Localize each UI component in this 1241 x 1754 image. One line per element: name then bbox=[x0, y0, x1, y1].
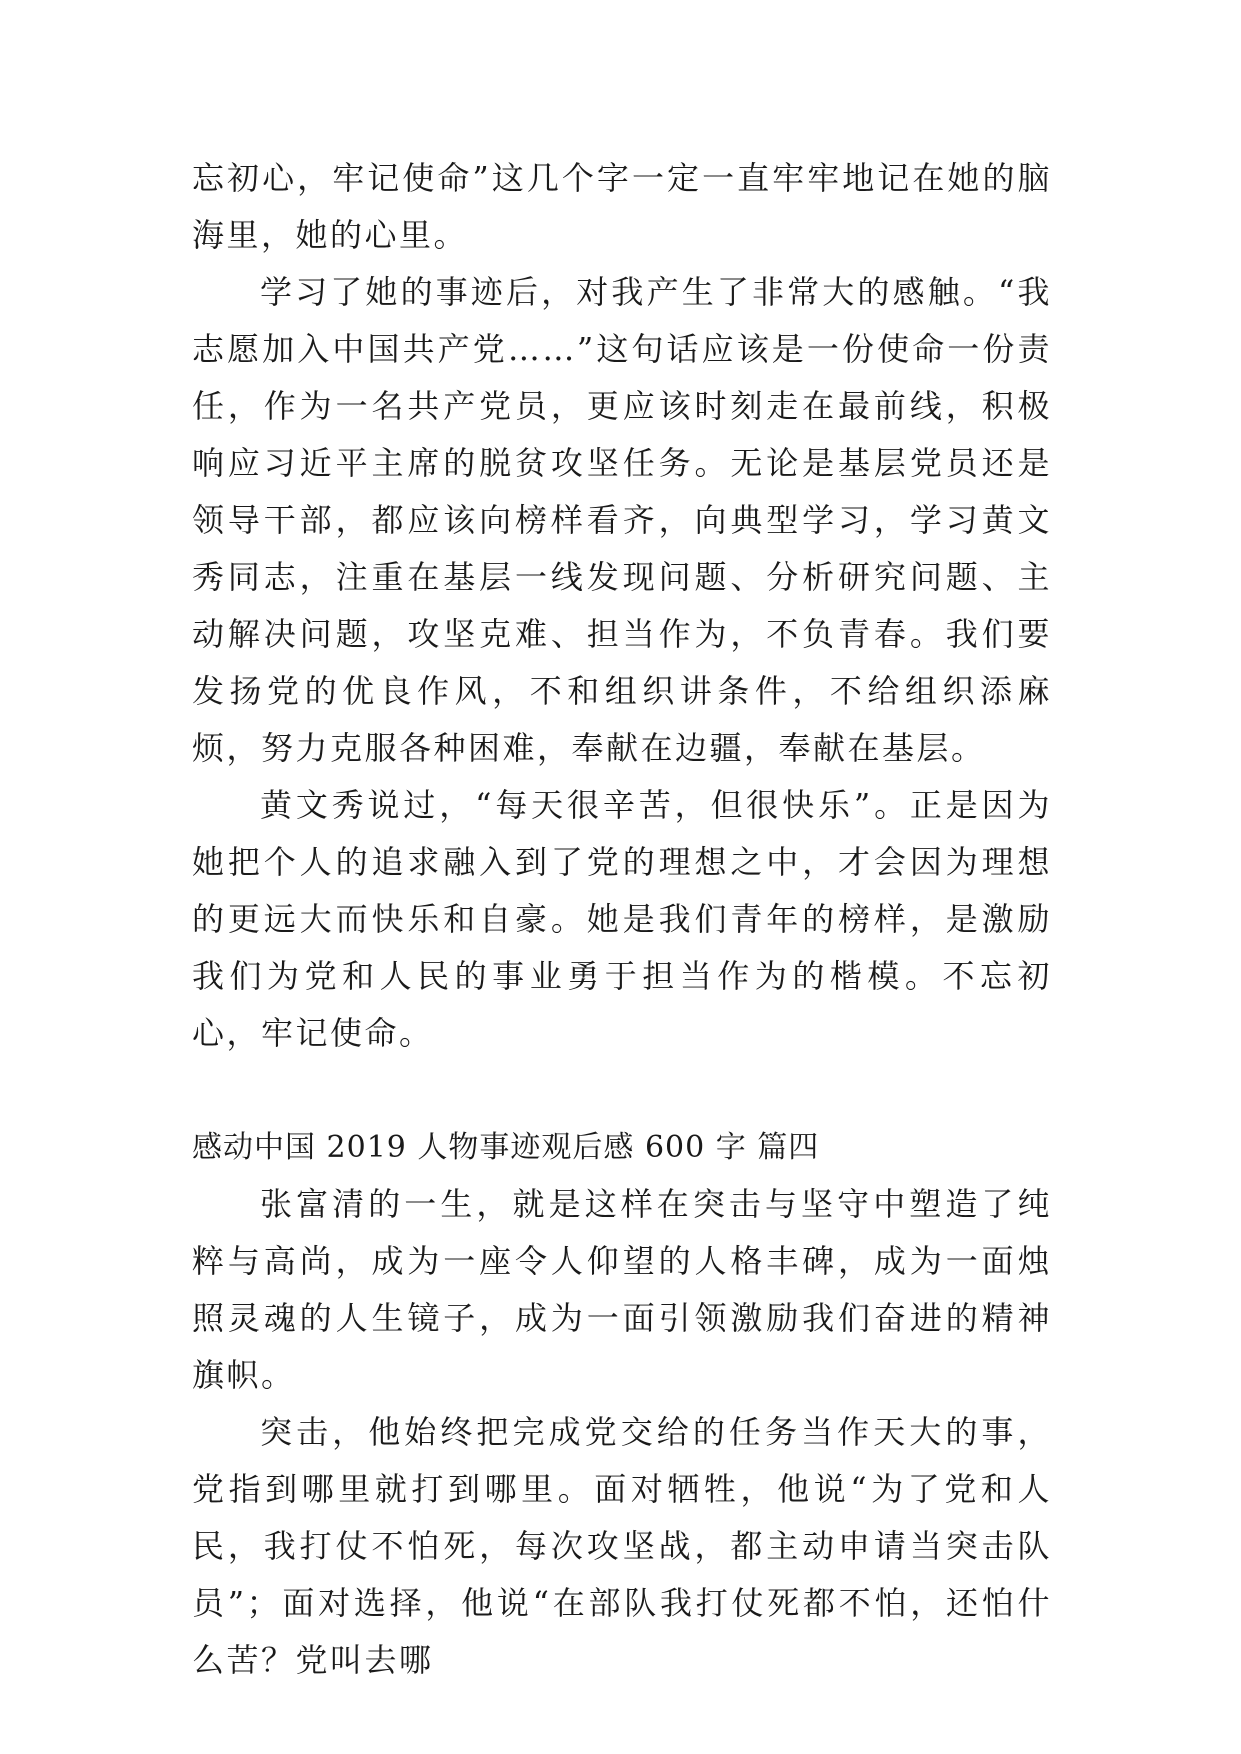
paragraph-intro-zhang: 张富清的一生，就是这样在突击与坚守中塑造了纯粹与高尚，成为一座令人仰望的人格丰碑，成为一面烛照灵魂的人生镜子，成为一面引领激励我们奋进的精神旗帜。 bbox=[192, 1185, 1052, 1394]
paragraph-assault: 突击，他始终把完成党交给的任务当作天大的事，党指到哪里就打到哪里。面对牺牲，他说“为了党和人民，我打仗不怕死，每次攻坚战，都主动申请当突击队员”；面对选择，他说“在部队我打仗死都不怕，还怕什么苦？党叫去哪 bbox=[192, 1413, 1052, 1679]
section-heading: 感动中国 2019 人物事迹观后感 600 字 篇四 bbox=[192, 1130, 820, 1165]
paragraph-continued: 忘初心，牢记使命”这几个字一定一直牢牢地记在她的脑海里，她的心里。 bbox=[192, 159, 1052, 254]
paragraph-reflection: 学习了她的事迹后，对我产生了非常大的感触。“我志愿加入中国共产党……”这句话应该是一份使命一份责任，作为一名共产党员，更应该时刻走在最前线，积极响应习近平主席的脱贫攻坚任务。无论是基层党员还是领导干部，都应该向榜样看齐，向典型学习，学习黄文秀同志，注重在基层一线发现问题、分析研究问题、主动解决问题，攻坚克难、担当作为，不负青春。我们要发扬党的优良作风，不和组织讲条件，不给组织添麻烦，努力克服各种困难，奉献在边疆，奉献在基层。 bbox=[192, 273, 1052, 767]
document-body bbox=[192, 150, 1052, 1689]
paragraph-conclusion: 黄文秀说过，“每天很辛苦，但很快乐”。正是因为她把个人的追求融入到了党的理想之中，才会因为理想的更远大而快乐和自豪。她是我们青年的榜样，是激励我们为党和人民的事业勇于担当作为的楷模。不忘初心，牢记使命。 bbox=[192, 786, 1052, 1052]
